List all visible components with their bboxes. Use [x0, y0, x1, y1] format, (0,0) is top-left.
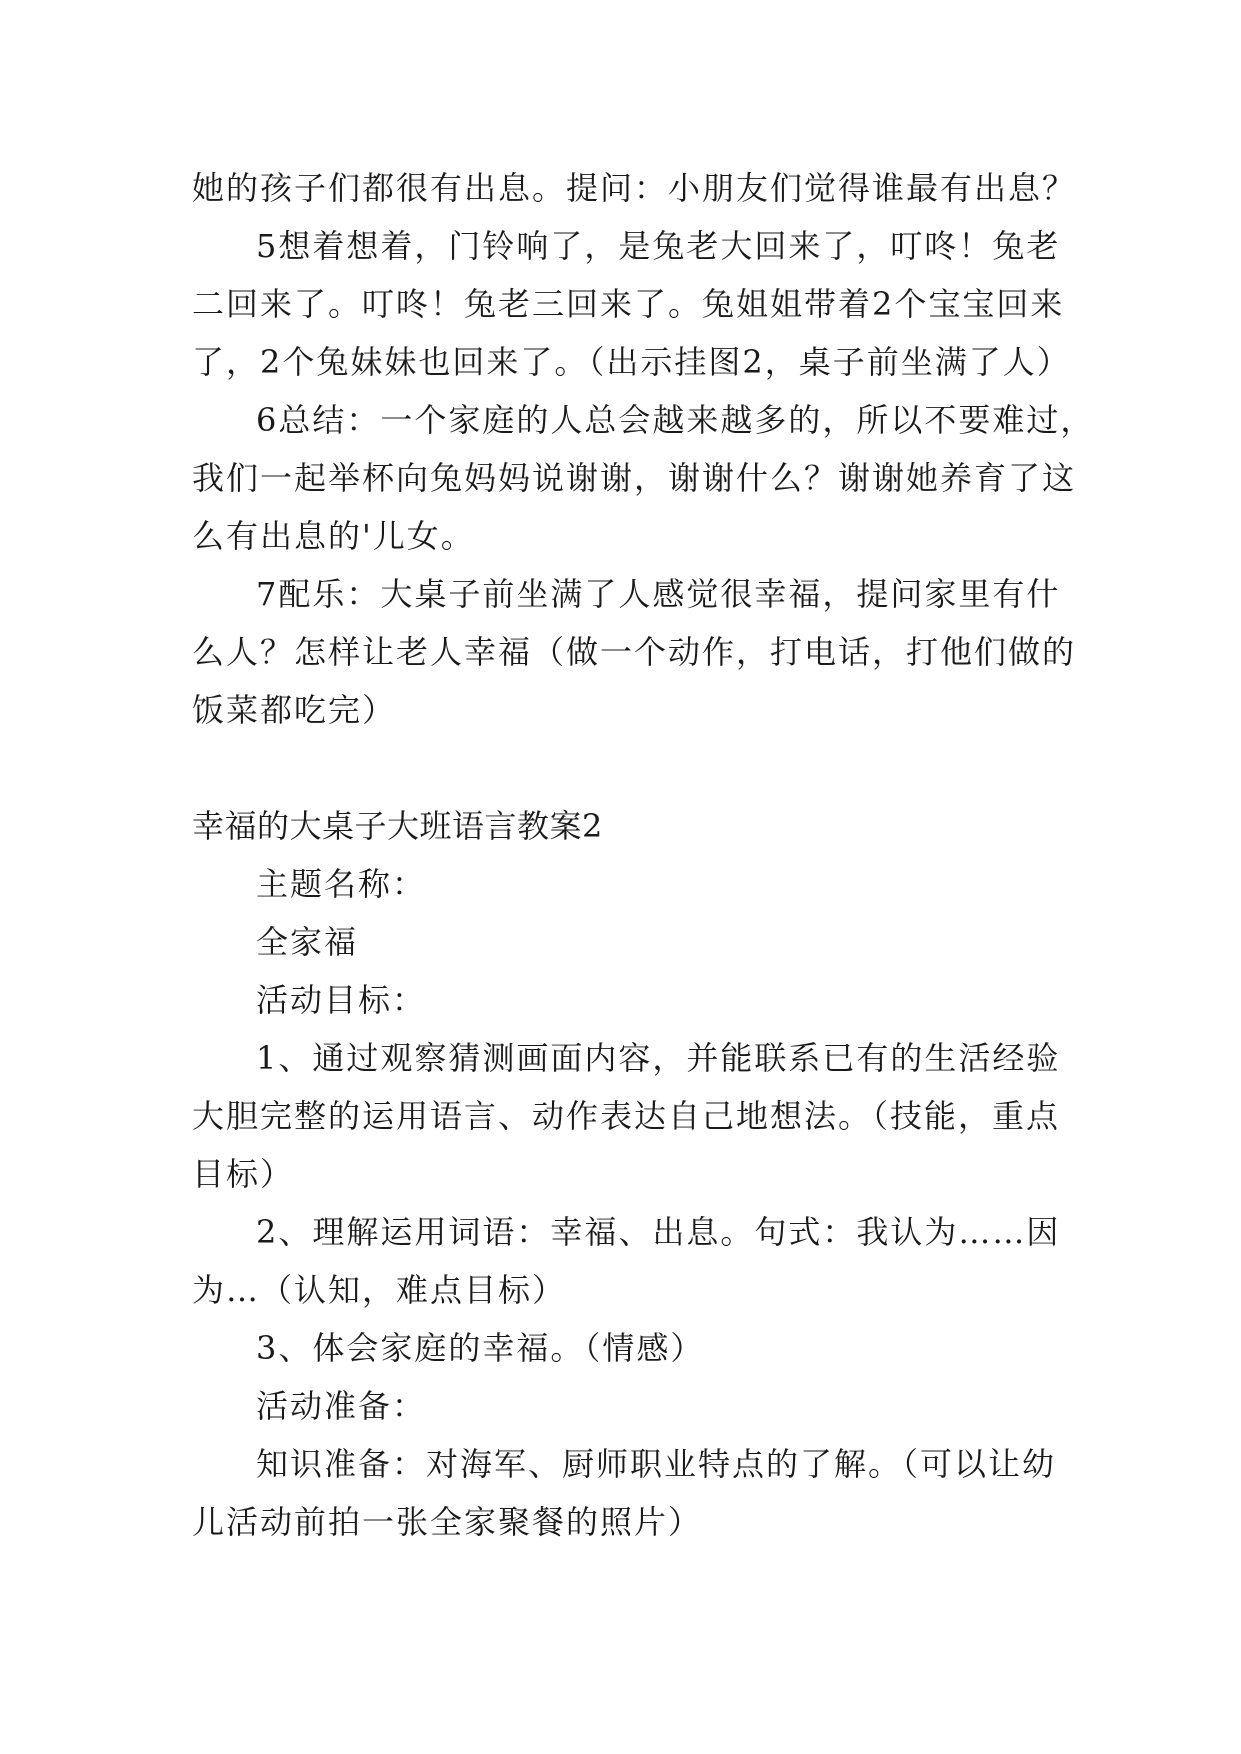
text-line: 活动准备：: [256, 1387, 427, 1425]
text-line: 活动目标：: [256, 981, 427, 1019]
text-line: 1、通过观察猜测画面内容，并能联系已有的生活经验: [256, 1039, 1061, 1077]
text-line: 知识准备：对海军、厨师职业特点的了解。（可以让幼: [256, 1445, 1057, 1483]
text-line: 3、体会家庭的幸福。（情感）: [256, 1329, 705, 1367]
text-line: 7配乐：大桌子前坐满了人感觉很幸福，提问家里有什: [256, 575, 1061, 613]
text-line: 么人？怎样让老人幸福（做一个动作，打电话，打他们做的: [192, 633, 1077, 671]
text-line: 大胆完整的运用语言、动作表达自己地想法。（技能，重点: [192, 1097, 1061, 1135]
text-line: 6总结：一个家庭的人总会越来越多的，所以不要难过，: [256, 401, 1095, 439]
section-heading: 幸福的大桌子大班语言教案2: [192, 807, 603, 845]
text-line: 全家福: [256, 923, 359, 961]
text-line: 她的孩子们都很有出息。提问：小朋友们觉得谁最有出息？: [192, 169, 1077, 207]
text-line: 儿活动前拍一张全家聚餐的照片）: [192, 1503, 703, 1541]
text-line: 2、理解运用词语：幸福、出息。句式：我认为……因: [256, 1213, 1061, 1251]
text-line: 主题名称：: [256, 865, 427, 903]
text-line: 为…（认知，难点目标）: [192, 1271, 567, 1309]
text-line: 我们一起举杯向兔妈妈说谢谢，谢谢什么？谢谢她养育了这: [192, 459, 1077, 497]
text-line: 二回来了。叮咚！兔老三回来了。兔姐姐带着2个宝宝回来: [192, 285, 1065, 323]
text-line: 目标）: [192, 1155, 295, 1193]
text-line: 5想着想着，门铃响了，是兔老大回来了，叮咚！兔老: [256, 227, 1061, 265]
text-line: 么有出息的'儿女。: [192, 517, 475, 555]
text-line: 了，2个兔妹妹也回来了。（出示挂图2，桌子前坐满了人）: [192, 343, 1071, 381]
text-line: 饭菜都吃完）: [192, 691, 397, 729]
